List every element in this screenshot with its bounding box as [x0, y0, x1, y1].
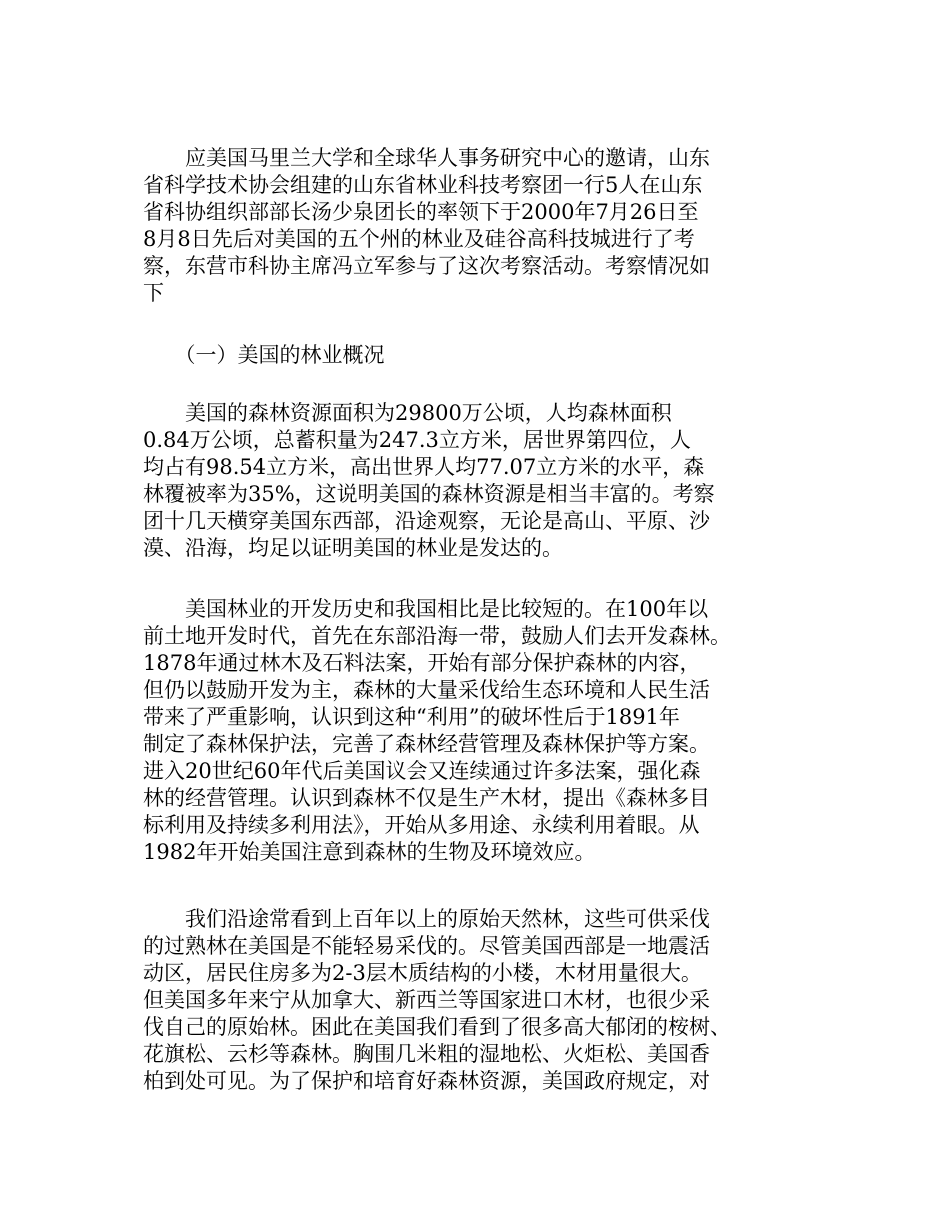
forest-resources-line: 团十几天横穿美国东西部，沿途观察，无论是高山、平原、沙 — [143, 509, 710, 533]
old-growth-line: 柏到处可见。为了保护和培育好森林资源，美国政府规定，对 — [143, 1069, 710, 1093]
forest-resources-line: 均占有98.54立方米，高出世界人均77.07立方米的水平，森 — [143, 455, 705, 479]
forestry-history-line: 制定了森林保护法，完善了森林经营管理及森林保护等方案。 — [143, 732, 710, 756]
forestry-history-line: 前土地开发时代，首先在东部沿海一带，鼓励人们去开发森林。 — [143, 624, 731, 648]
forestry-history-line: 1982年开始美国注意到森林的生物及环境效应。 — [143, 840, 596, 864]
forestry-history-line: 林的经营管理。认识到森林不仅是生产木材，提出《森林多目 — [143, 786, 710, 810]
old-growth-line: 花旗松、云杉等森林。胸围几米粗的湿地松、火炬松、美国香 — [143, 1042, 710, 1066]
section-heading: （一）美国的林业概况 — [143, 343, 385, 367]
forestry-history-line: 标利用及持续多利用法》，开始从多用途、永续利用着眼。从 — [143, 813, 700, 837]
intro-line: 下 — [143, 281, 164, 305]
old-growth-line: 但美国多年来宁从加拿大、新西兰等国家进口木材，也很少采 — [143, 988, 710, 1012]
intro-line: 省科学技术协会组建的山东省林业科技考察团一行5人在山东 — [143, 173, 703, 197]
old-growth-line: 动区，居民住房多为2-3层木质结构的小楼，木材用量很大。 — [143, 961, 702, 985]
intro-line: 8月8日先后对美国的五个州的林业及硅谷高科技城进行了考 — [143, 227, 695, 251]
forestry-history-line: 但仍以鼓励开发为主，森林的大量采伐给生态环境和人民生活 — [143, 678, 710, 702]
old-growth-line: 我们沿途常看到上百年以上的原始天然林，这些可供采伐 — [143, 907, 710, 931]
forest-resources-line: 0.84万公顷，总蓄积量为247.3立方米，居世界第四位，人 — [143, 428, 691, 452]
forest-resources-line: 林覆被率为35%，这说明美国的森林资源是相当丰富的。考察 — [143, 482, 715, 506]
forestry-history-line: 1878年通过林木及石料法案，开始有部分保护森林的内容， — [143, 651, 701, 675]
forestry-history-line: 进入20世纪60年代后美国议会又连续通过许多法案，强化森 — [143, 759, 701, 783]
intro-line: 应美国马里兰大学和全球华人事务研究中心的邀请，山东 — [143, 146, 710, 170]
old-growth-line: 的过熟林在美国是不能轻易采伐的。尽管美国西部是一地震活 — [143, 934, 710, 958]
forestry-history-line: 美国林业的开发历史和我国相比是比较短的。在100年以 — [143, 597, 709, 621]
intro-line: 省科协组织部部长汤少泉团长的率领下于2000年7月26日至 — [143, 200, 699, 224]
forest-resources-line: 漠、沿海，均足以证明美国的林业是发达的。 — [143, 536, 563, 560]
intro-line: 察，东营市科协主席冯立军参与了这次考察活动。考察情况如 — [143, 254, 710, 278]
forest-resources-line: 美国的森林资源面积为29800万公顷，人均森林面积 — [143, 401, 672, 425]
old-growth-line: 伐自己的原始林。困此在美国我们看到了很多高大郁闭的桉树、 — [143, 1015, 731, 1039]
forestry-history-line: 带来了严重影响，认识到这种“利用”的破坏性后于1891年 — [143, 705, 680, 729]
